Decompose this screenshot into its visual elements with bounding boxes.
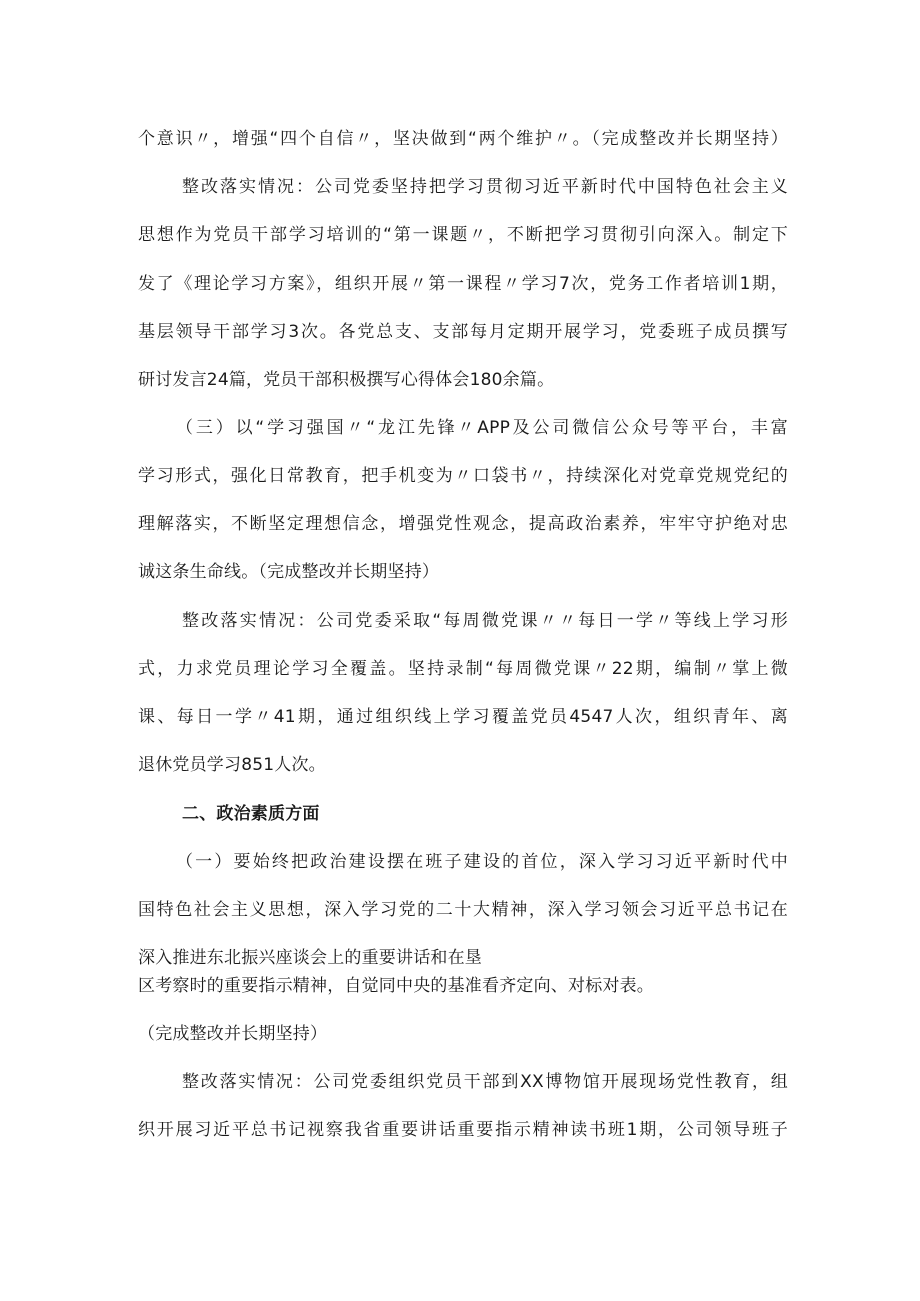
paragraph-line: 基层领导干部学习3次。各党总支、支部每月定期开展学习，党委班子成员撰写 (138, 322, 788, 342)
paragraph-line: （完成整改并长期坚持） (138, 1024, 328, 1044)
paragraph-line: 个意识〃，增强“四个自信〃，坚决做到“两个维护〃。（完成整改并长期坚持） (138, 129, 788, 149)
paragraph-line: 思想作为党员干部学习培训的“第一课题〃，不断把学习贯彻引向深入。制定下 (138, 225, 788, 245)
paragraph-line: 诚这条生命线。（完成整改并长期坚持） (138, 562, 440, 582)
paragraph-line: 课、每日一学〃41期，通过组织线上学习覆盖党员4547人次，组织青年、离 (138, 707, 788, 727)
paragraph-line: 国特色社会主义思想，深入学习党的二十大精神，深入学习领会习近平总书记在 (138, 900, 788, 920)
paragraph-line: 整改落实情况：公司党委坚持把学习贯彻习近平新时代中国特色社会主义 (182, 177, 788, 197)
paragraph-line: 区考察时的重要指示精神，自觉同中央的基准看齐定向、对标对表。 (138, 976, 654, 996)
paragraph-line: 整改落实情况：公司党委组织党员干部到XX博物馆开展现场党性教育，组 (182, 1072, 788, 1092)
paragraph-line: 退休党员学习851人次。 (138, 755, 326, 775)
paragraph-line: 理解落实，不断坚定理想信念，增强党性观念，提高政治素养，牢牢守护绝对忠 (138, 514, 788, 534)
paragraph-line: 整改落实情况：公司党委采取“每周微党课〃〃每日一学〃等线上学习形 (182, 611, 788, 631)
section-heading: 二、政治素质方面 (182, 804, 320, 824)
paragraph-line: 学习形式，强化日常教育，把手机变为〃口袋书〃，持续深化对党章党规党纪的 (138, 466, 788, 486)
paragraph-line: 织开展习近平总书记视察我省重要讲话重要指示精神读书班1期，公司领导班子 (138, 1120, 788, 1140)
paragraph-line: 式，力求党员理论学习全覆盖。坚持录制“每周微党课〃22期，编制〃掌上微 (138, 659, 788, 679)
paragraph-line: 研讨发言24篇，党员干部积极撰写心得体会180余篇。 (138, 370, 555, 390)
paragraph-line: （一）要始终把政治建设摆在班子建设的首位，深入学习习近平新时代中 (176, 852, 788, 872)
paragraph-line: 深入推进东北振兴座谈会上的重要讲话和在垦 (138, 948, 482, 968)
paragraph-line: 发了《理论学习方案》，组织开展〃第一课程〃学习7次，党务工作者培训1期， (138, 274, 788, 294)
paragraph-line: （三）以“学习强国〃“龙江先锋〃APP及公司微信公众号等平台，丰富 (176, 418, 788, 438)
